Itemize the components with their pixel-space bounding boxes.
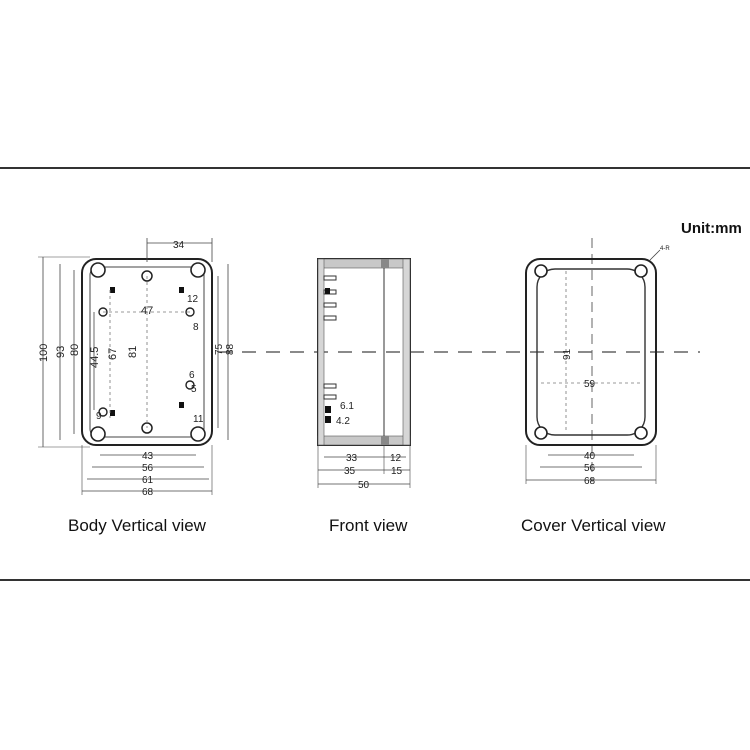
front-wall-hatch-right — [403, 259, 410, 445]
body-mark — [179, 402, 184, 408]
body-corner-hole — [91, 427, 105, 441]
front-view-caption: Front view — [329, 516, 408, 535]
dim-label-93: 93 — [55, 345, 67, 358]
body-vertical-view — [38, 238, 236, 498]
cover-corner-hole — [635, 265, 647, 277]
body-mark — [110, 410, 115, 416]
front-view — [318, 259, 410, 491]
dim-label-80: 80 — [69, 343, 81, 356]
body-corner-hole — [191, 263, 205, 277]
dim-label-68: 68 — [142, 487, 154, 498]
corner-leader — [650, 250, 660, 260]
dim-label-6.1: 6.1 — [340, 401, 354, 412]
dim-label-44.5: 44.5 — [89, 346, 101, 368]
dim-label-91: 91 — [562, 348, 573, 360]
dim-label-81: 81 — [127, 345, 139, 358]
dim-label-11: 11 — [193, 414, 204, 425]
body-corner-hole — [91, 263, 105, 277]
body-mark — [179, 287, 184, 293]
corner-note: 4-R — [660, 246, 670, 252]
dim-label-59: 59 — [584, 379, 596, 390]
body-corner-hole — [191, 427, 205, 441]
front-rib — [324, 303, 336, 307]
dim-label-50: 50 — [358, 480, 370, 491]
dim-label-75: 75 — [214, 343, 225, 355]
cover-vertical-view — [526, 246, 670, 487]
dim-label-12: 12 — [187, 294, 199, 305]
front-wall-hatch-top — [318, 259, 410, 268]
front-rib — [324, 276, 336, 280]
front-lip — [381, 436, 389, 445]
front-rib — [324, 395, 336, 399]
dim-label-68: 68 — [584, 476, 596, 487]
dim-label-8: 8 — [193, 322, 199, 333]
dim-label-34: 34 — [173, 240, 185, 251]
body-vertical-caption: Body Vertical view — [68, 516, 206, 535]
front-wall-hatch-bottom — [318, 436, 410, 445]
cover-corner-hole — [535, 427, 547, 439]
dim-label-6: 6 — [189, 370, 195, 381]
front-lip — [381, 259, 389, 268]
dim-label-40: 40 — [584, 451, 596, 462]
dim-label-12: 12 — [390, 453, 402, 464]
dim-label-33: 33 — [346, 453, 358, 464]
dim-label-100: 100 — [38, 343, 50, 362]
dim-label-56: 56 — [142, 463, 154, 474]
dim-label-43: 43 — [142, 451, 154, 462]
front-rib — [324, 384, 336, 388]
front-mark — [325, 288, 330, 294]
cover-corner-hole — [535, 265, 547, 277]
front-wall-hatch-left — [318, 259, 324, 445]
dim-label-67: 67 — [107, 347, 119, 360]
dim-label-15: 15 — [391, 466, 403, 477]
dim-label-4.2: 4.2 — [336, 416, 350, 427]
dim-label-88: 88 — [225, 343, 236, 355]
body-mark — [110, 287, 115, 293]
dim-label-35: 35 — [344, 466, 356, 477]
dim-label-5: 5 — [191, 384, 197, 395]
unit-label: Unit:mm — [681, 220, 742, 237]
front-rib — [324, 316, 336, 320]
dim-label-47: 47 — [141, 305, 154, 317]
cover-vertical-caption: Cover Vertical view — [521, 516, 666, 535]
dim-label-9: 9 — [96, 411, 102, 422]
front-mark — [325, 416, 331, 423]
front-mark — [325, 406, 331, 413]
dim-label-61: 61 — [142, 475, 154, 486]
cover-corner-hole — [635, 427, 647, 439]
dim-label-56: 56 — [584, 463, 596, 474]
